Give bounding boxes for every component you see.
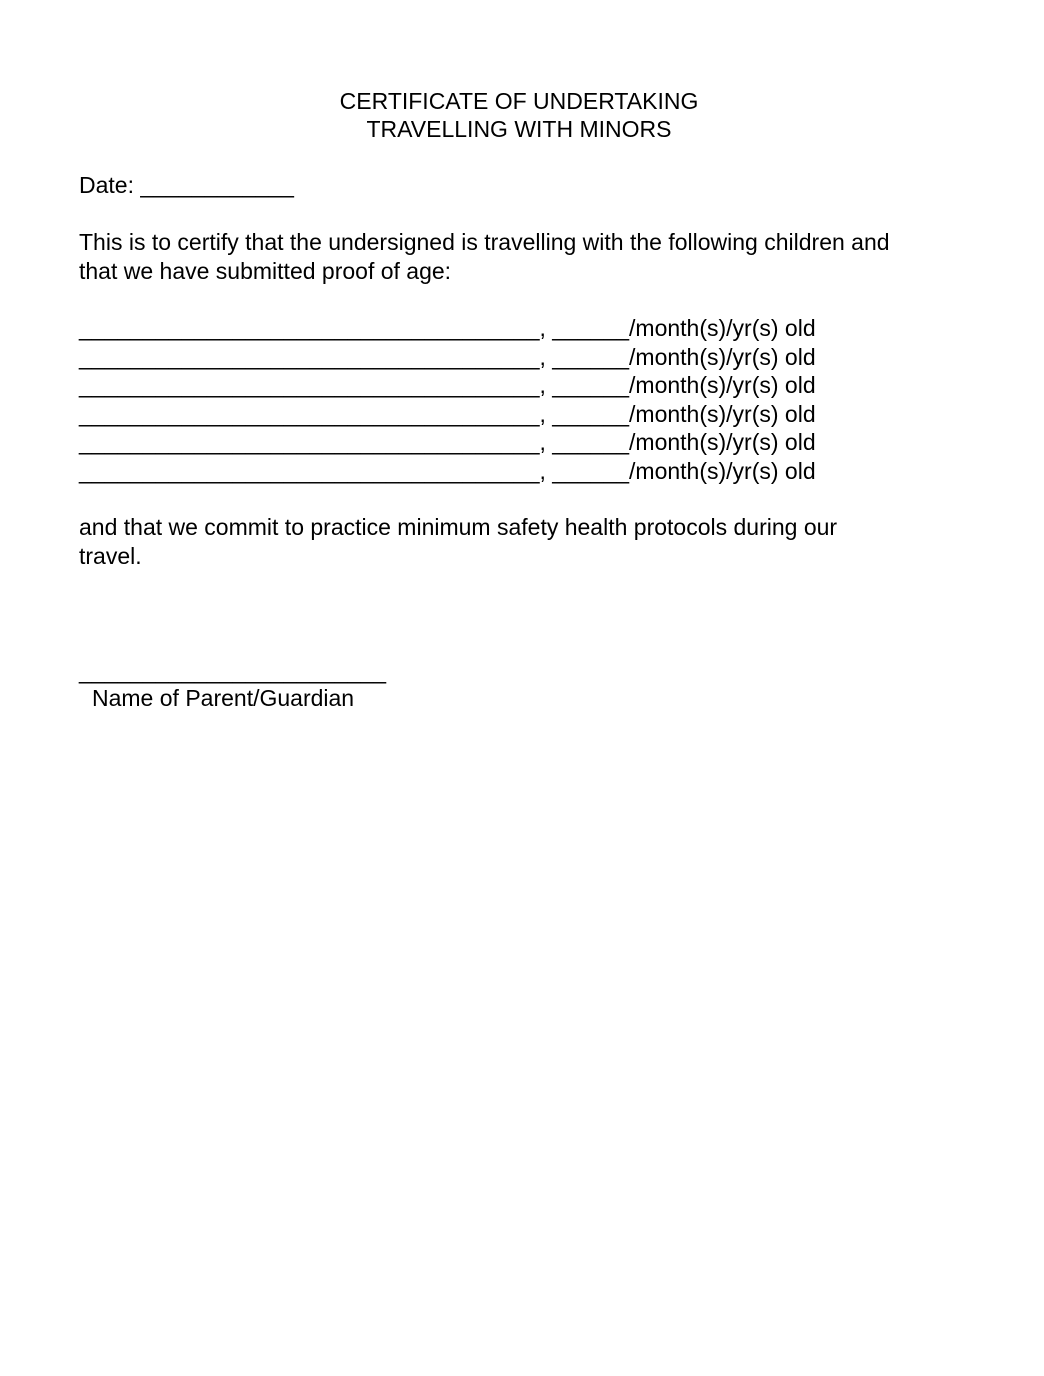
child-entry-row[interactable]: ____________________________________, ______/month(s)/yr(s) old — [79, 400, 816, 427]
certification-paragraph — [79, 228, 890, 286]
children-list — [79, 314, 816, 485]
commitment-paragraph — [79, 513, 837, 571]
child-entry-row[interactable]: ____________________________________, ______/month(s)/yr(s) old — [79, 315, 816, 341]
certification-paragraph-line: This is to certify that the undersigned is travelling with the following children and — [79, 229, 890, 255]
child-entry-row[interactable]: ____________________________________, ______/month(s)/yr(s) old — [79, 372, 816, 398]
child-entry-row[interactable]: ____________________________________, ______/month(s)/yr(s) old — [79, 429, 816, 455]
document-title: CERTIFICATE OF UNDERTAKING — [339, 88, 699, 114]
date-field[interactable]: Date: ____________ — [79, 172, 294, 198]
signature-line[interactable]: ________________________ — [79, 658, 386, 684]
commitment-paragraph-line: and that we commit to practice minimum safety health protocols during our — [79, 514, 838, 540]
child-entry-row[interactable]: ____________________________________, ______/month(s)/yr(s) old — [79, 343, 816, 370]
certification-paragraph-line: that we have submitted proof of age: — [79, 258, 452, 284]
commitment-paragraph-line: travel. — [79, 543, 142, 569]
document-subtitle: TRAVELLING WITH MINORS — [366, 116, 672, 142]
child-entry-row[interactable]: ____________________________________, ______/month(s)/yr(s) old — [79, 457, 816, 484]
signature-label: Name of Parent/Guardian — [92, 685, 355, 711]
